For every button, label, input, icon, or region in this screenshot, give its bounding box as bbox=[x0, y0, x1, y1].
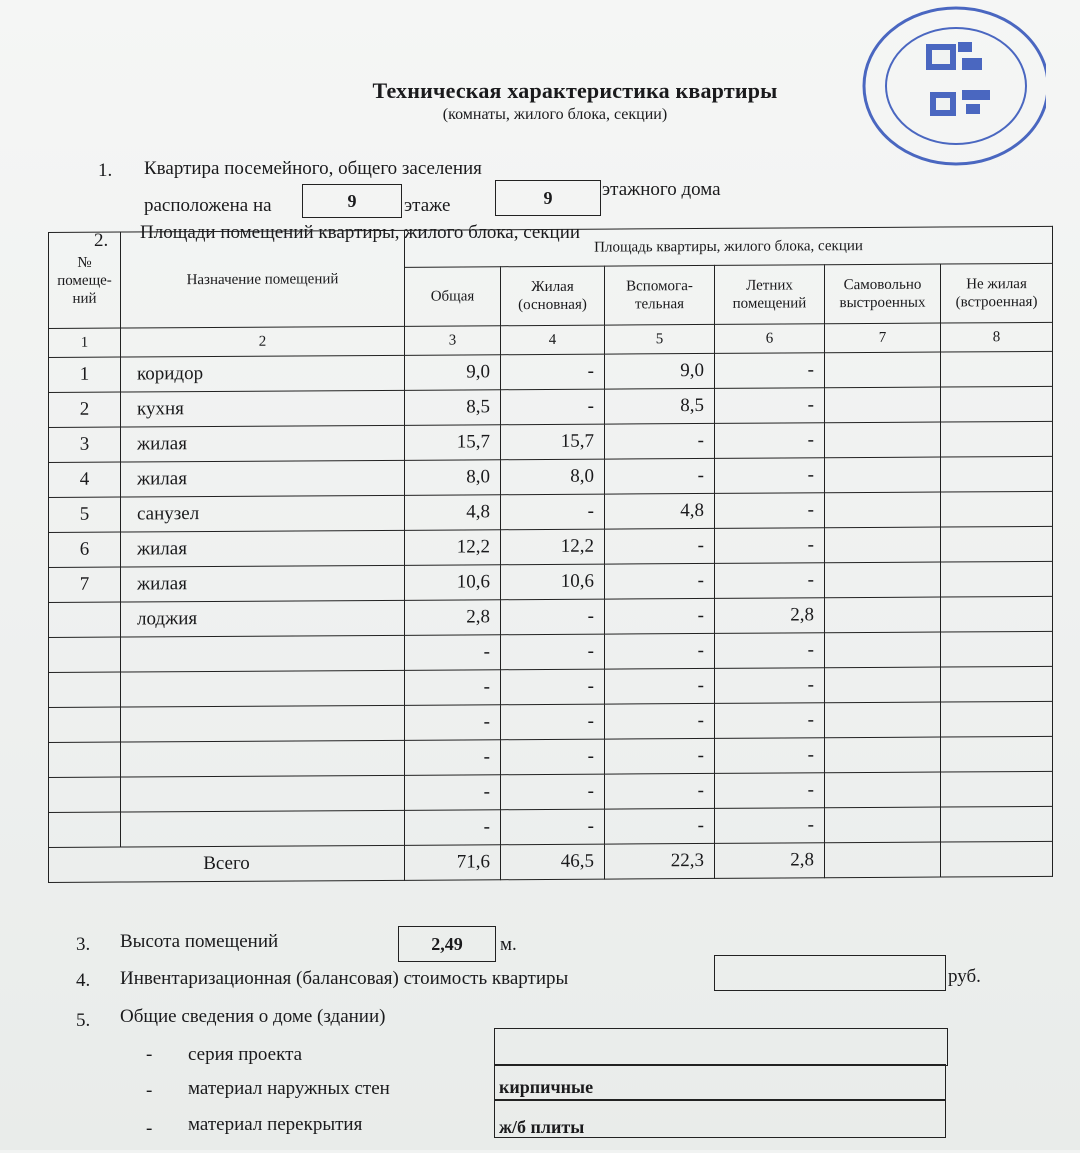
area-total: 2,8 bbox=[405, 600, 501, 636]
area-self-built bbox=[825, 632, 941, 668]
area-summer: - bbox=[715, 493, 825, 529]
totals-total: 71,6 bbox=[405, 845, 501, 881]
building-label: этажного дома bbox=[602, 179, 721, 200]
room-name bbox=[121, 635, 405, 672]
area-aux: - bbox=[605, 633, 715, 669]
header-non-living: Не жилая (встроенная) bbox=[941, 263, 1053, 323]
room-name: коридор bbox=[121, 355, 405, 392]
row-number: 7 bbox=[49, 567, 121, 602]
area-non-living bbox=[941, 806, 1053, 842]
totals-non-living bbox=[941, 841, 1053, 877]
row-number: 3 bbox=[49, 427, 121, 462]
area-aux: - bbox=[605, 423, 715, 459]
area-living: - bbox=[501, 599, 605, 635]
area-non-living bbox=[941, 666, 1053, 702]
height-unit: м. bbox=[500, 934, 517, 955]
area-aux: - bbox=[605, 458, 715, 494]
located-label: расположена на bbox=[144, 195, 272, 216]
header-room-number: № помеще-ний bbox=[49, 232, 121, 328]
area-living: - bbox=[501, 739, 605, 775]
totals-label: Всего bbox=[49, 845, 405, 882]
area-summer: - bbox=[715, 773, 825, 809]
area-living: - bbox=[501, 809, 605, 845]
area-self-built bbox=[825, 667, 941, 703]
area-living: 12,2 bbox=[501, 529, 605, 565]
row-number: 6 bbox=[49, 532, 121, 567]
item1-number: 1. bbox=[98, 160, 113, 181]
field1-value bbox=[494, 1028, 948, 1066]
area-non-living bbox=[941, 421, 1053, 457]
area-non-living bbox=[941, 736, 1053, 772]
area-living: - bbox=[501, 354, 605, 390]
room-name: санузел bbox=[121, 495, 405, 532]
area-summer: - bbox=[715, 668, 825, 704]
page-title: Техническая характеристика квартиры bbox=[372, 78, 778, 103]
header-purpose: Назначение помещений bbox=[121, 230, 405, 328]
area-summer: - bbox=[715, 353, 825, 389]
totals-summer: 2,8 bbox=[715, 843, 825, 879]
area-table bbox=[48, 226, 1053, 883]
floors-total-box: 9 bbox=[495, 180, 601, 216]
area-living: 8,0 bbox=[501, 459, 605, 495]
area-living: - bbox=[501, 704, 605, 740]
room-name: жилая bbox=[121, 565, 405, 602]
item5-text: Общие сведения о доме (здании) bbox=[120, 1006, 386, 1027]
column-number: 5 bbox=[605, 324, 715, 354]
area-living: - bbox=[501, 389, 605, 425]
header-total: Общая bbox=[405, 267, 501, 327]
area-total: - bbox=[405, 740, 501, 776]
area-living: - bbox=[501, 494, 605, 530]
area-aux: - bbox=[605, 563, 715, 599]
item3-number: 3. bbox=[76, 934, 91, 955]
area-total: 8,5 bbox=[405, 390, 501, 426]
area-summer: - bbox=[715, 808, 825, 844]
field3-value: ж/б плиты bbox=[494, 1100, 946, 1138]
room-name: жилая bbox=[121, 460, 405, 497]
area-non-living bbox=[941, 456, 1053, 492]
area-non-living bbox=[941, 771, 1053, 807]
area-self-built bbox=[825, 422, 941, 458]
row-number bbox=[49, 777, 121, 812]
totals-row bbox=[49, 841, 1053, 882]
header-area-group: Площадь квартиры, жилого блока, секции bbox=[405, 226, 1053, 267]
row-number bbox=[49, 637, 121, 672]
column-number: 3 bbox=[405, 326, 501, 356]
area-self-built bbox=[825, 737, 941, 773]
room-name: жилая bbox=[121, 425, 405, 462]
header-aux: Вспомога-тельная bbox=[605, 265, 715, 325]
area-living: 15,7 bbox=[501, 424, 605, 460]
area-living: - bbox=[501, 634, 605, 670]
area-total: 15,7 bbox=[405, 425, 501, 461]
area-self-built bbox=[825, 772, 941, 808]
item5-number: 5. bbox=[76, 1010, 91, 1031]
header-summer: Летних помещений bbox=[715, 265, 825, 325]
area-non-living bbox=[941, 701, 1053, 737]
row-number bbox=[49, 812, 121, 847]
row-number: 1 bbox=[49, 357, 121, 392]
area-total: - bbox=[405, 705, 501, 741]
area-summer: - bbox=[715, 458, 825, 494]
area-summer: - bbox=[715, 703, 825, 739]
room-name bbox=[121, 670, 405, 707]
page-subtitle: (комнаты, жилого блока, секции) bbox=[442, 106, 668, 123]
area-aux: - bbox=[605, 528, 715, 564]
area-total: 4,8 bbox=[405, 495, 501, 531]
area-total: - bbox=[405, 810, 501, 846]
area-self-built bbox=[825, 527, 941, 563]
row-number: 5 bbox=[49, 497, 121, 532]
height-value-box: 2,49 bbox=[398, 926, 496, 962]
area-self-built bbox=[825, 387, 941, 423]
room-name: лоджия bbox=[121, 600, 405, 637]
floor-box: 9 bbox=[302, 184, 402, 218]
item4-number: 4. bbox=[76, 970, 91, 991]
room-name bbox=[121, 810, 405, 847]
field1-label: серия проекта bbox=[188, 1044, 303, 1065]
row-number bbox=[49, 742, 121, 777]
area-self-built bbox=[825, 352, 941, 388]
area-total: - bbox=[405, 635, 501, 671]
area-total: 9,0 bbox=[405, 355, 501, 391]
row-number bbox=[49, 602, 121, 637]
room-name bbox=[121, 705, 405, 742]
area-total: 8,0 bbox=[405, 460, 501, 496]
area-self-built bbox=[825, 597, 941, 633]
row-number: 2 bbox=[49, 392, 121, 427]
area-self-built bbox=[825, 457, 941, 493]
area-summer: - bbox=[715, 563, 825, 599]
item2-number: 2. bbox=[94, 230, 109, 251]
field3-dash: - bbox=[146, 1118, 153, 1139]
area-self-built bbox=[825, 702, 941, 738]
area-non-living bbox=[941, 631, 1053, 667]
area-non-living bbox=[941, 596, 1053, 632]
room-name bbox=[121, 740, 405, 777]
column-number: 6 bbox=[715, 324, 825, 354]
cost-value-box bbox=[714, 955, 946, 991]
field2-label: материал наружных стен bbox=[188, 1078, 390, 1099]
area-summer: 2,8 bbox=[715, 598, 825, 634]
area-aux: 4,8 bbox=[605, 493, 715, 529]
area-non-living bbox=[941, 526, 1053, 562]
area-total: 12,2 bbox=[405, 530, 501, 566]
area-aux: - bbox=[605, 703, 715, 739]
area-self-built bbox=[825, 492, 941, 528]
column-number: 8 bbox=[941, 322, 1053, 352]
area-summer: - bbox=[715, 528, 825, 564]
area-living: 10,6 bbox=[501, 564, 605, 600]
area-self-built bbox=[825, 562, 941, 598]
field2-value: кирпичные bbox=[494, 1064, 946, 1100]
area-living: - bbox=[501, 669, 605, 705]
area-aux: 9,0 bbox=[605, 353, 715, 389]
field2-dash: - bbox=[146, 1080, 153, 1101]
totals-living: 46,5 bbox=[501, 844, 605, 880]
column-number: 4 bbox=[501, 325, 605, 355]
totals-aux: 22,3 bbox=[605, 843, 715, 879]
area-total: - bbox=[405, 775, 501, 811]
area-summer: - bbox=[715, 388, 825, 424]
header-living: Жилая (основная) bbox=[501, 266, 605, 326]
field1-dash: - bbox=[146, 1044, 153, 1065]
area-self-built bbox=[825, 807, 941, 843]
area-non-living bbox=[941, 561, 1053, 597]
totals-self-built bbox=[825, 842, 941, 878]
room-name: жилая bbox=[121, 530, 405, 567]
room-name bbox=[121, 775, 405, 812]
area-summer: - bbox=[715, 633, 825, 669]
column-number: 1 bbox=[49, 328, 121, 357]
item1-text: Квартира посемейного, общего заселения bbox=[144, 158, 482, 179]
area-aux: - bbox=[605, 773, 715, 809]
area-non-living bbox=[941, 386, 1053, 422]
row-number bbox=[49, 672, 121, 707]
area-non-living bbox=[941, 351, 1053, 387]
area-aux: - bbox=[605, 738, 715, 774]
area-aux: - bbox=[605, 668, 715, 704]
row-number: 4 bbox=[49, 462, 121, 497]
item4-text: Инвентаризационная (балансовая) стоимость квартиры bbox=[120, 968, 569, 989]
floor-label: этаже bbox=[404, 195, 451, 216]
area-total: 10,6 bbox=[405, 565, 501, 601]
column-number: 7 bbox=[825, 323, 941, 353]
area-aux: - bbox=[605, 808, 715, 844]
area-summer: - bbox=[715, 738, 825, 774]
area-summer: - bbox=[715, 423, 825, 459]
area-non-living bbox=[941, 491, 1053, 527]
cost-unit: руб. bbox=[948, 966, 981, 987]
field3-label: материал перекрытия bbox=[188, 1114, 363, 1135]
area-living: - bbox=[501, 774, 605, 810]
row-number bbox=[49, 707, 121, 742]
area-aux: 8,5 bbox=[605, 388, 715, 424]
room-name: кухня bbox=[121, 390, 405, 427]
item3-text: Высота помещений bbox=[120, 931, 279, 952]
area-aux: - bbox=[605, 598, 715, 634]
header-self-built: Самовольно выстроенных bbox=[825, 264, 941, 324]
column-number: 2 bbox=[121, 326, 405, 357]
item2-text: Площади помещений квартиры, жилого блока, секции bbox=[140, 222, 581, 243]
area-total: - bbox=[405, 670, 501, 706]
